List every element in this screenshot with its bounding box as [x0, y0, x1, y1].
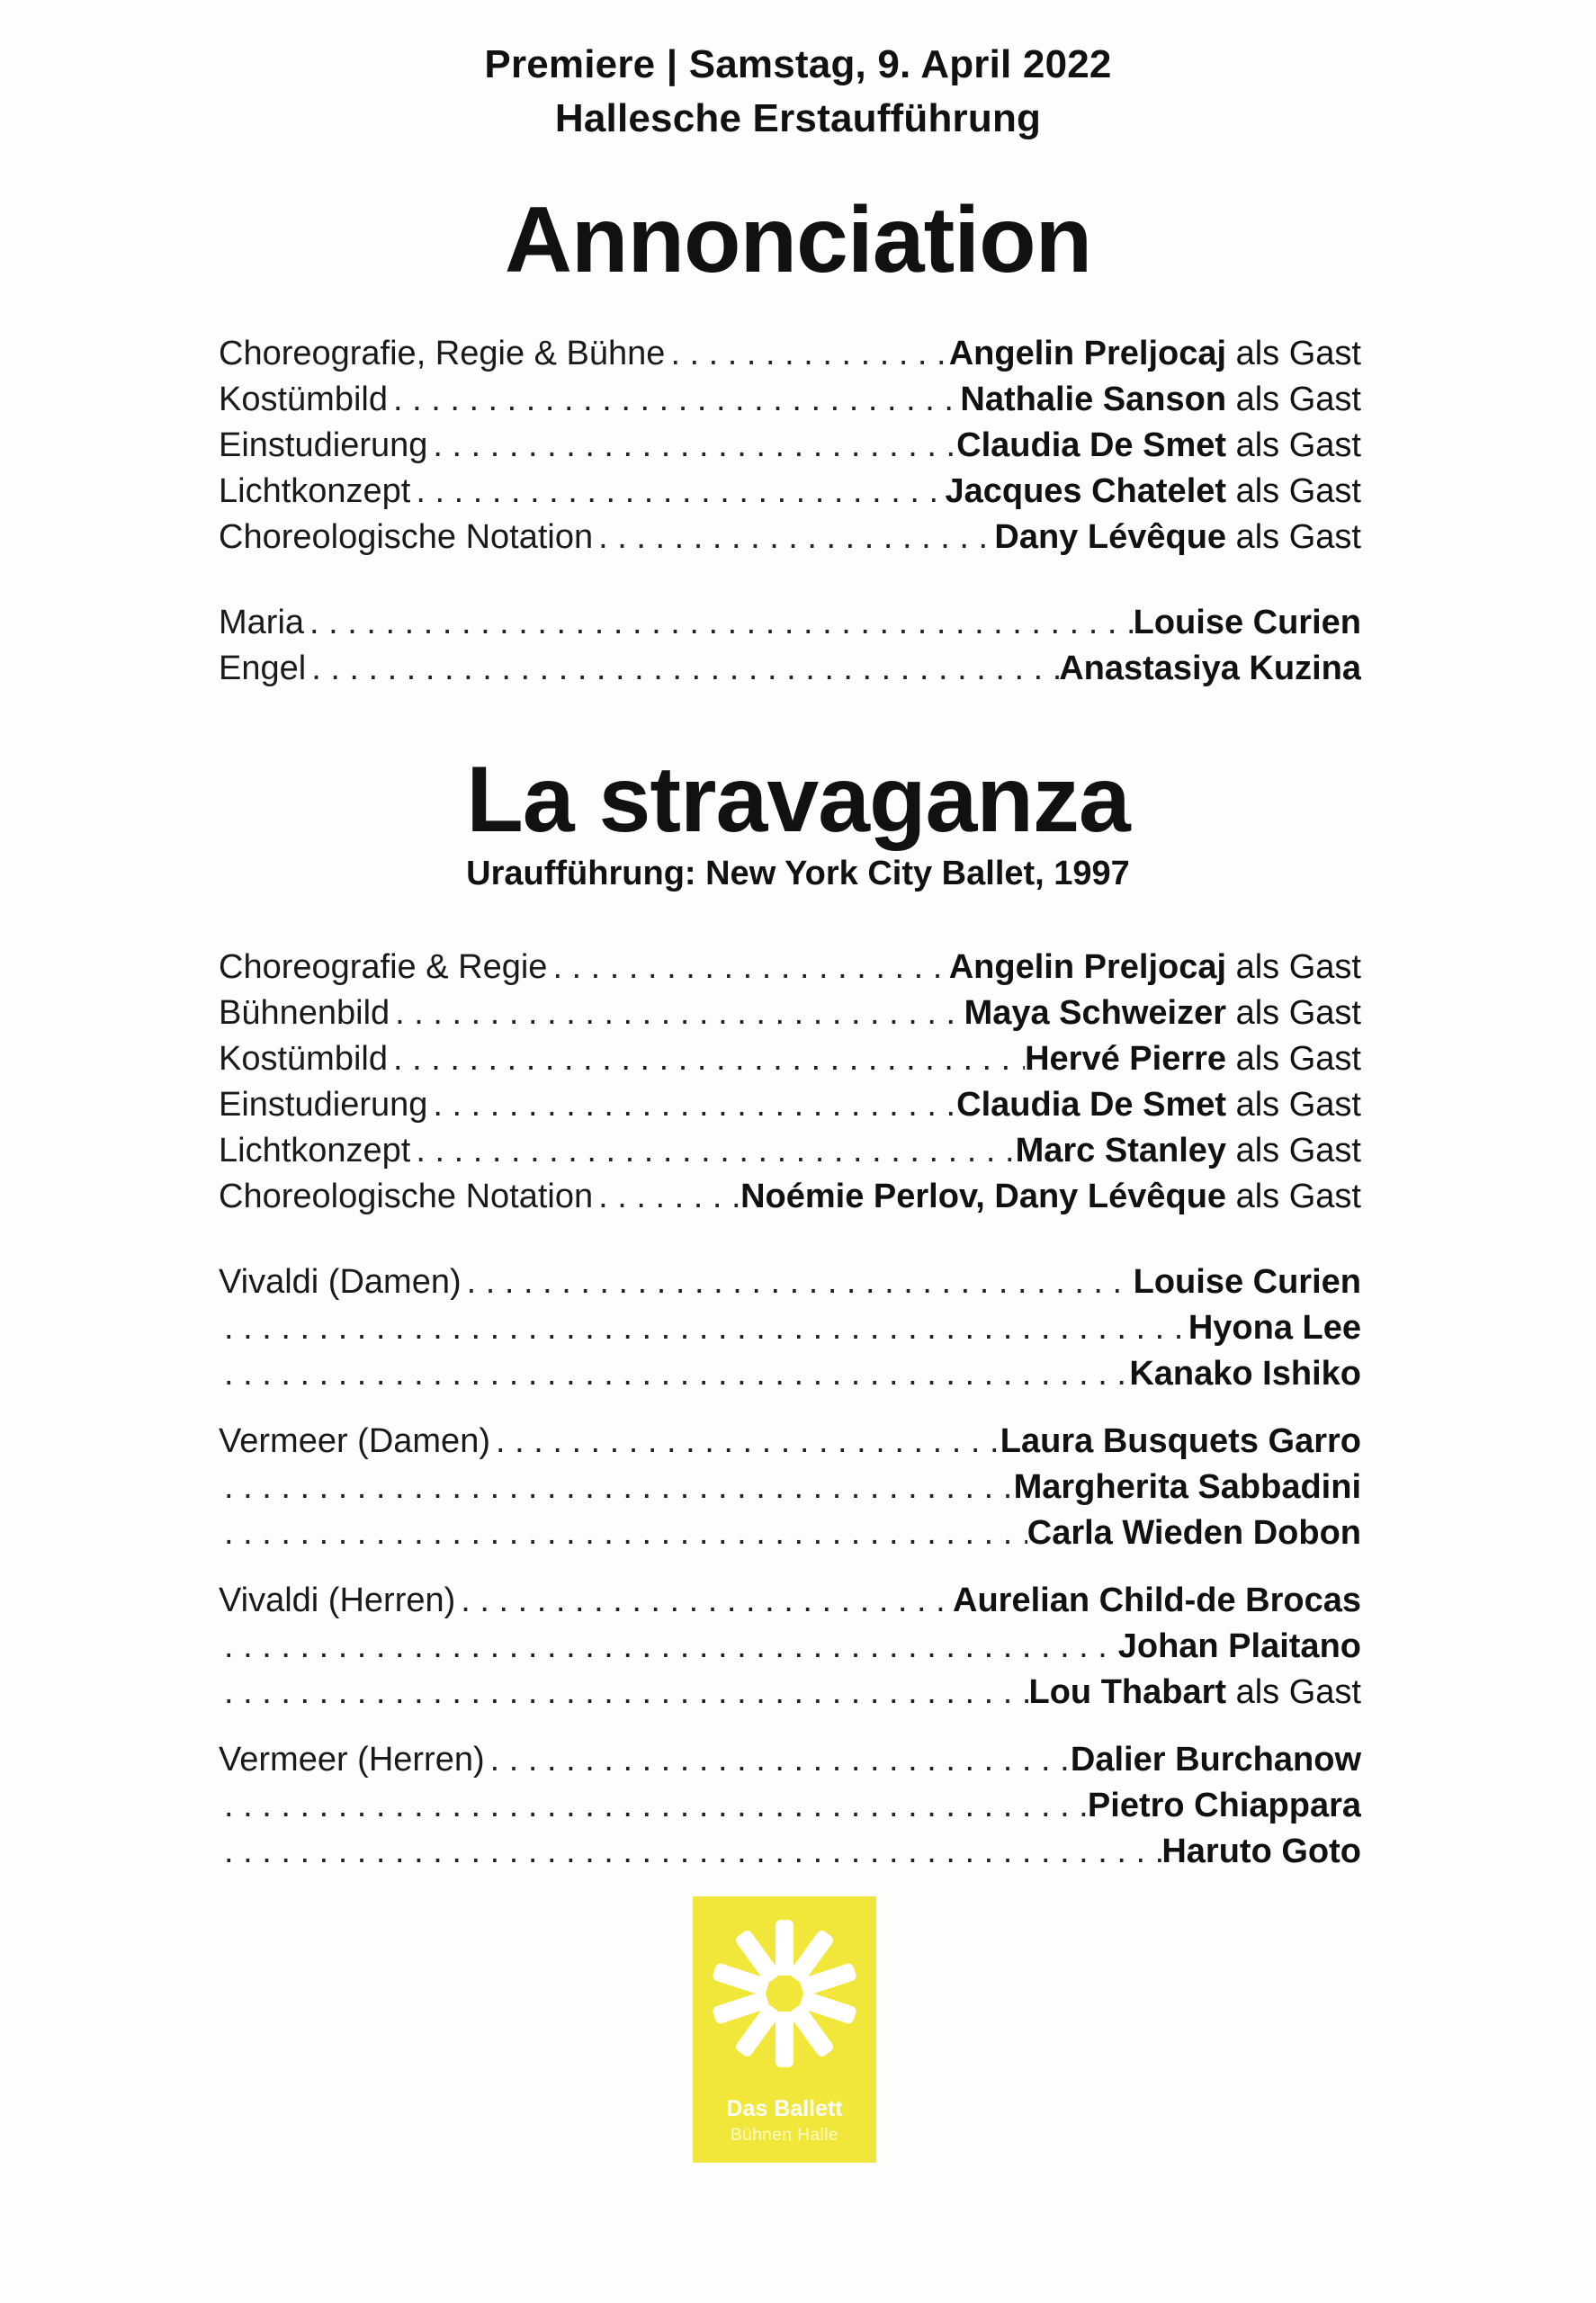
- role-label: Lichtkonzept: [219, 472, 411, 510]
- dot-leader: [388, 377, 960, 423]
- performer-name: Margherita Sabbadini: [1013, 1468, 1361, 1506]
- performer-name: Pietro Chiappara: [1087, 1787, 1361, 1824]
- cast-group: [219, 1419, 1361, 1556]
- performer: [1088, 1783, 1361, 1829]
- role-label: Maria: [219, 604, 305, 641]
- performer-name: Noémie Perlov, Dany Lévêque: [740, 1178, 1227, 1215]
- credit-row: [219, 423, 1361, 469]
- performer-name: Lou Thabart: [1028, 1673, 1227, 1711]
- cast-group: [219, 1259, 1361, 1397]
- credit-row: [219, 1829, 1361, 1875]
- dot-leader: [462, 1259, 1134, 1305]
- credit-row: [219, 1670, 1361, 1716]
- role-label: Choreografie, Regie & Bühne: [219, 335, 666, 372]
- performer-name: Haruto Goto: [1161, 1833, 1361, 1870]
- guest-suffix: als Gast: [1226, 335, 1361, 372]
- role-label: Choreografie & Regie: [219, 948, 548, 986]
- performer-name: Angelin Preljocaj: [948, 948, 1227, 986]
- performer-name: Nathalie Sanson: [960, 381, 1227, 418]
- performer-name: Dany Lévêque: [994, 518, 1227, 556]
- credit-row: [219, 1624, 1361, 1670]
- performer: [1059, 646, 1361, 692]
- performer: [1014, 1465, 1361, 1510]
- credit-row: [219, 1419, 1361, 1465]
- performer: [1118, 1624, 1361, 1670]
- performer-name: Johan Plaitano: [1117, 1627, 1361, 1665]
- dot-leader: [410, 469, 945, 515]
- performer: [740, 1174, 1361, 1220]
- credit-row: [219, 1465, 1361, 1510]
- piece1-credits: [219, 331, 1361, 560]
- performer: [1134, 1259, 1361, 1305]
- performer-name: Hervé Pierre: [1025, 1040, 1227, 1078]
- credit-row: [219, 1510, 1361, 1556]
- performer-name: Dalier Burchanow: [1070, 1741, 1361, 1779]
- credit-row: [219, 990, 1361, 1036]
- dot-leader: [665, 331, 948, 377]
- performer: [1071, 1737, 1361, 1783]
- guest-suffix: als Gast: [1226, 1673, 1361, 1711]
- performer: [1027, 1510, 1361, 1556]
- performer: [953, 1578, 1361, 1624]
- performer-name: Anastasiya Kuzina: [1059, 650, 1361, 687]
- ballett-logo: [693, 1896, 876, 2163]
- performer: [964, 990, 1361, 1036]
- credit-row: [219, 1578, 1361, 1624]
- dot-leader: [219, 1783, 1088, 1829]
- dot-leader: [410, 1128, 1015, 1174]
- dot-leader: [455, 1578, 953, 1624]
- piece2-credits: [219, 945, 1361, 1220]
- dot-leader: [219, 1510, 1027, 1556]
- role-label: Engel: [219, 650, 307, 687]
- asterisk-star-icon: [693, 1896, 876, 2094]
- logo-title: Das Ballett: [726, 2096, 843, 2121]
- guest-suffix: als Gast: [1226, 518, 1361, 556]
- role-label: Lichtkonzept: [219, 1132, 411, 1169]
- credit-row: [219, 1737, 1361, 1783]
- credit-row: [219, 1128, 1361, 1174]
- role-label: Choreologische Notation: [219, 518, 594, 556]
- dot-leader: [219, 1305, 1188, 1351]
- dot-leader: [427, 1082, 956, 1128]
- dot-leader: [390, 990, 964, 1036]
- credit-row: [219, 1351, 1361, 1397]
- performer: [960, 377, 1361, 423]
- guest-suffix: als Gast: [1226, 994, 1361, 1032]
- credit-row: [219, 600, 1361, 646]
- guest-suffix: als Gast: [1226, 426, 1361, 464]
- role-label: Vivaldi (Herren): [219, 1582, 456, 1619]
- performer-name: Louise Curien: [1133, 1263, 1361, 1301]
- performer-name: Laura Busquets Garro: [1000, 1422, 1361, 1460]
- credit-row: [219, 945, 1361, 990]
- guest-suffix: als Gast: [1226, 1040, 1361, 1078]
- performer: [1188, 1305, 1361, 1351]
- performer-name: Aurelian Child-de Brocas: [953, 1582, 1361, 1619]
- guest-suffix: als Gast: [1226, 1086, 1361, 1124]
- guest-suffix: als Gast: [1226, 381, 1361, 418]
- performer: [1016, 1128, 1361, 1174]
- performer-name: Claudia De Smet: [956, 1086, 1227, 1124]
- guest-suffix: als Gast: [1226, 472, 1361, 510]
- role-label: Bühnenbild: [219, 994, 390, 1032]
- performer-name: Claudia De Smet: [956, 426, 1227, 464]
- guest-suffix: als Gast: [1226, 1132, 1361, 1169]
- cast-group: [219, 1737, 1361, 1875]
- performer-name: Angelin Preljocaj: [948, 335, 1227, 372]
- dot-leader: [485, 1737, 1071, 1783]
- performer: [994, 515, 1361, 560]
- role-label: Vermeer (Herren): [219, 1741, 485, 1779]
- guest-suffix: als Gast: [1226, 948, 1361, 986]
- credit-row: [219, 1082, 1361, 1128]
- credit-row: [219, 515, 1361, 560]
- performer: [1029, 1670, 1362, 1716]
- dot-leader: [219, 1351, 1129, 1397]
- dot-leader: [490, 1419, 1000, 1465]
- role-label: Vermeer (Damen): [219, 1422, 490, 1460]
- credit-row: [219, 331, 1361, 377]
- performer: [1129, 1351, 1361, 1397]
- performer: [1134, 600, 1361, 646]
- dot-leader: [219, 1624, 1118, 1670]
- piece2-subtitle: Uraufführung: New York City Ballet, 1997: [466, 855, 1130, 892]
- dot-leader: [547, 945, 948, 990]
- credit-row: [219, 1305, 1361, 1351]
- dot-leader: [427, 423, 956, 469]
- role-label: Kostümbild: [219, 1040, 388, 1078]
- dot-leader: [219, 1670, 1029, 1716]
- logo-subtitle: Bühnen Halle: [730, 2126, 839, 2145]
- piece2-cast: [219, 1259, 1361, 1896]
- performer: [949, 331, 1361, 377]
- performer-name: Hyona Lee: [1188, 1309, 1361, 1347]
- dot-leader: [219, 1829, 1161, 1875]
- role-label: Kostümbild: [219, 381, 388, 418]
- dot-leader: [219, 1465, 1014, 1510]
- cast-group: [219, 1578, 1361, 1716]
- dot-leader: [593, 515, 994, 560]
- credit-row: [219, 469, 1361, 515]
- dot-leader: [388, 1036, 1025, 1082]
- performer: [949, 945, 1361, 990]
- role-label: Choreologische Notation: [219, 1178, 594, 1215]
- performer: [1161, 1829, 1361, 1875]
- performer: [1025, 1036, 1361, 1082]
- premiere-date: Premiere | Samstag, 9. April 2022: [484, 42, 1112, 86]
- piece2-title: La stravaganza: [466, 748, 1130, 852]
- role-label: Vivaldi (Damen): [219, 1263, 462, 1301]
- performer: [945, 469, 1361, 515]
- performer: [1000, 1419, 1361, 1465]
- credit-row: [219, 646, 1361, 692]
- performer-name: Marc Stanley: [1015, 1132, 1227, 1169]
- dot-leader: [306, 646, 1059, 692]
- piece1-cast: [219, 600, 1361, 692]
- performer-name: Kanako Ishiko: [1129, 1355, 1361, 1393]
- performer-name: Jacques Chatelet: [945, 472, 1227, 510]
- credit-row: [219, 1783, 1361, 1829]
- role-label: Einstudierung: [219, 1086, 428, 1124]
- dot-leader: [593, 1174, 740, 1220]
- credit-row: [219, 1259, 1361, 1305]
- performer-name: Louise Curien: [1133, 604, 1361, 641]
- performer: [956, 423, 1361, 469]
- credit-row: [219, 377, 1361, 423]
- performer: [956, 1082, 1361, 1128]
- premiere-note: Hallesche Erstaufführung: [554, 96, 1042, 140]
- credit-row: [219, 1036, 1361, 1082]
- role-label: Einstudierung: [219, 426, 428, 464]
- performer-name: Carla Wieden Dobon: [1027, 1514, 1361, 1552]
- premiere-header: [0, 38, 1596, 146]
- credit-row: [219, 1174, 1361, 1220]
- performer-name: Maya Schweizer: [964, 994, 1227, 1032]
- guest-suffix: als Gast: [1226, 1178, 1361, 1215]
- piece1-title: Annonciation: [504, 188, 1092, 292]
- dot-leader: [304, 600, 1134, 646]
